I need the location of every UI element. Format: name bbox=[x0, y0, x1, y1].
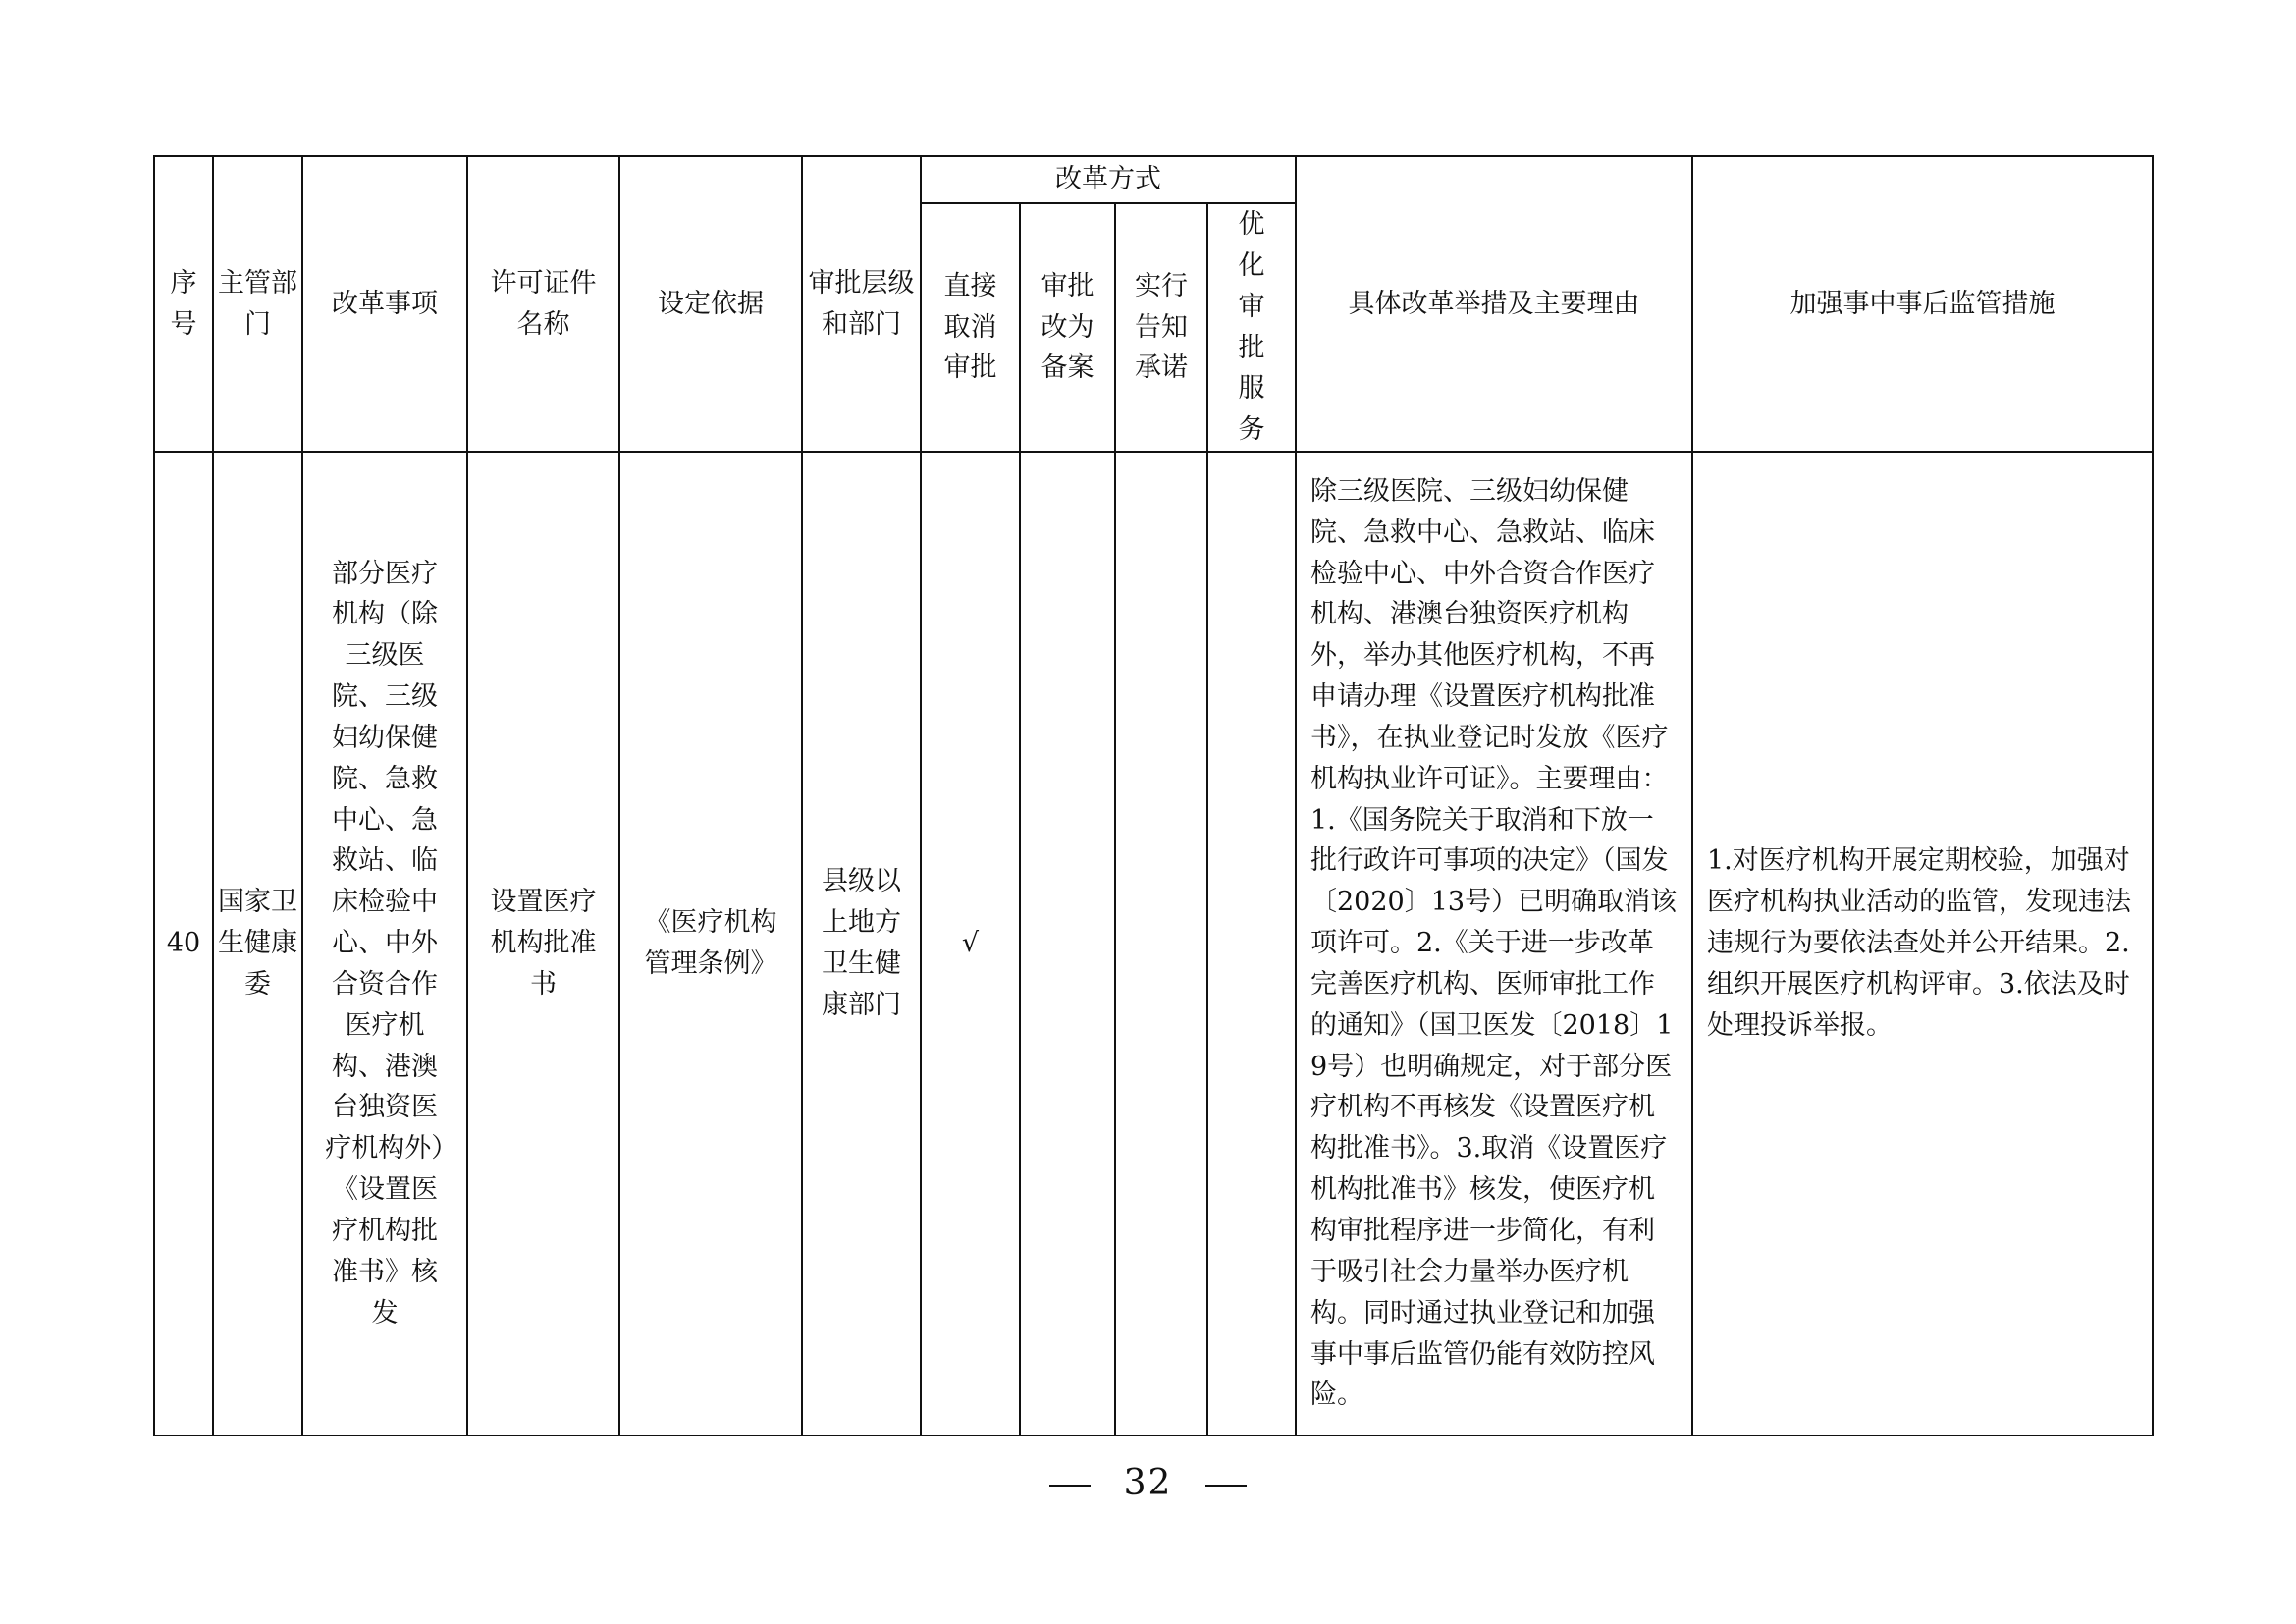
header-license: 许可证件名称 bbox=[467, 156, 619, 452]
cell-dept: 国家卫生健康委 bbox=[213, 452, 302, 1435]
header-dept: 主管部门 bbox=[213, 156, 302, 452]
header-measures: 具体改革举措及主要理由 bbox=[1296, 156, 1692, 452]
cell-supervision: 1.对医疗机构开展定期校验，加强对医疗机构执业活动的监管，发现违法违规行为要依法查处并公开结果。2.组织开展医疗机构评审。3.依法及时处理投诉举报。 bbox=[1692, 452, 2153, 1435]
page-number-value: 32 bbox=[1123, 1463, 1173, 1503]
cell-level: 县级以上地方卫生健康部门 bbox=[802, 452, 921, 1435]
cell-license: 设置医疗机构批准书 bbox=[467, 452, 619, 1435]
header-method-optimize: 优化审批服务 bbox=[1207, 203, 1296, 452]
header-method-notice: 实行告知承诺 bbox=[1115, 203, 1207, 452]
header-item: 改革事项 bbox=[302, 156, 467, 452]
header-supervision: 加强事中事后监管措施 bbox=[1692, 156, 2153, 452]
cell-measures: 除三级医院、三级妇幼保健院、急救中心、急救站、临床检验中心、中外合资合作医疗机构、港澳台独资医疗机构外，举办其他医疗机构，不再申请办理《设置医疗机构批准书》，在执业登记时发放《医疗机构执业许可证》。主要理由：1.《国务院关于取消和下放一批行政许可事项的决定》（国发〔2020〕13号）已明确取消该项许可。2.《关于进一步改革完善医疗机构、医师审批工作的通知》（国卫医发〔2018〕19号）也明确规定，对于部分医疗机构不再核发《设置医疗机构批准书》。3.取消《设置医疗机构批准书》核发，使医疗机构审批程序进一步简化，有利于吸引社会力量举办医疗机构。同时通过执业登记和加强事中事后监管仍能有效防控风险。 bbox=[1296, 452, 1692, 1435]
cell-method-filing bbox=[1020, 452, 1115, 1435]
cell-item: 部分医疗机构（除三级医院、三级妇幼保健院、急救中心、急救站、临床检验中心、中外合资合作医疗机构、港澳台独资医疗机构外）《设置医疗机构批准书》核发 bbox=[302, 452, 467, 1435]
header-basis: 设定依据 bbox=[619, 156, 802, 452]
dash-left bbox=[1049, 1485, 1091, 1487]
cell-method-notice bbox=[1115, 452, 1207, 1435]
header-method-cancel: 直接取消审批 bbox=[921, 203, 1020, 452]
header-method-filing: 审批改为备案 bbox=[1020, 203, 1115, 452]
header-method-group: 改革方式 bbox=[921, 156, 1296, 203]
cell-basis: 《医疗机构管理条例》 bbox=[619, 452, 802, 1435]
cell-method-cancel: √ bbox=[921, 452, 1020, 1435]
header-row-1 bbox=[154, 156, 2153, 203]
cell-seq: 40 bbox=[154, 452, 213, 1435]
cell-method-optimize bbox=[1207, 452, 1296, 1435]
dash-right bbox=[1205, 1485, 1247, 1487]
table-row bbox=[154, 452, 2153, 1435]
reform-table bbox=[153, 155, 2154, 1436]
header-level: 审批层级和部门 bbox=[802, 156, 921, 452]
header-seq: 序号 bbox=[154, 156, 213, 452]
page-number bbox=[0, 1463, 2296, 1503]
